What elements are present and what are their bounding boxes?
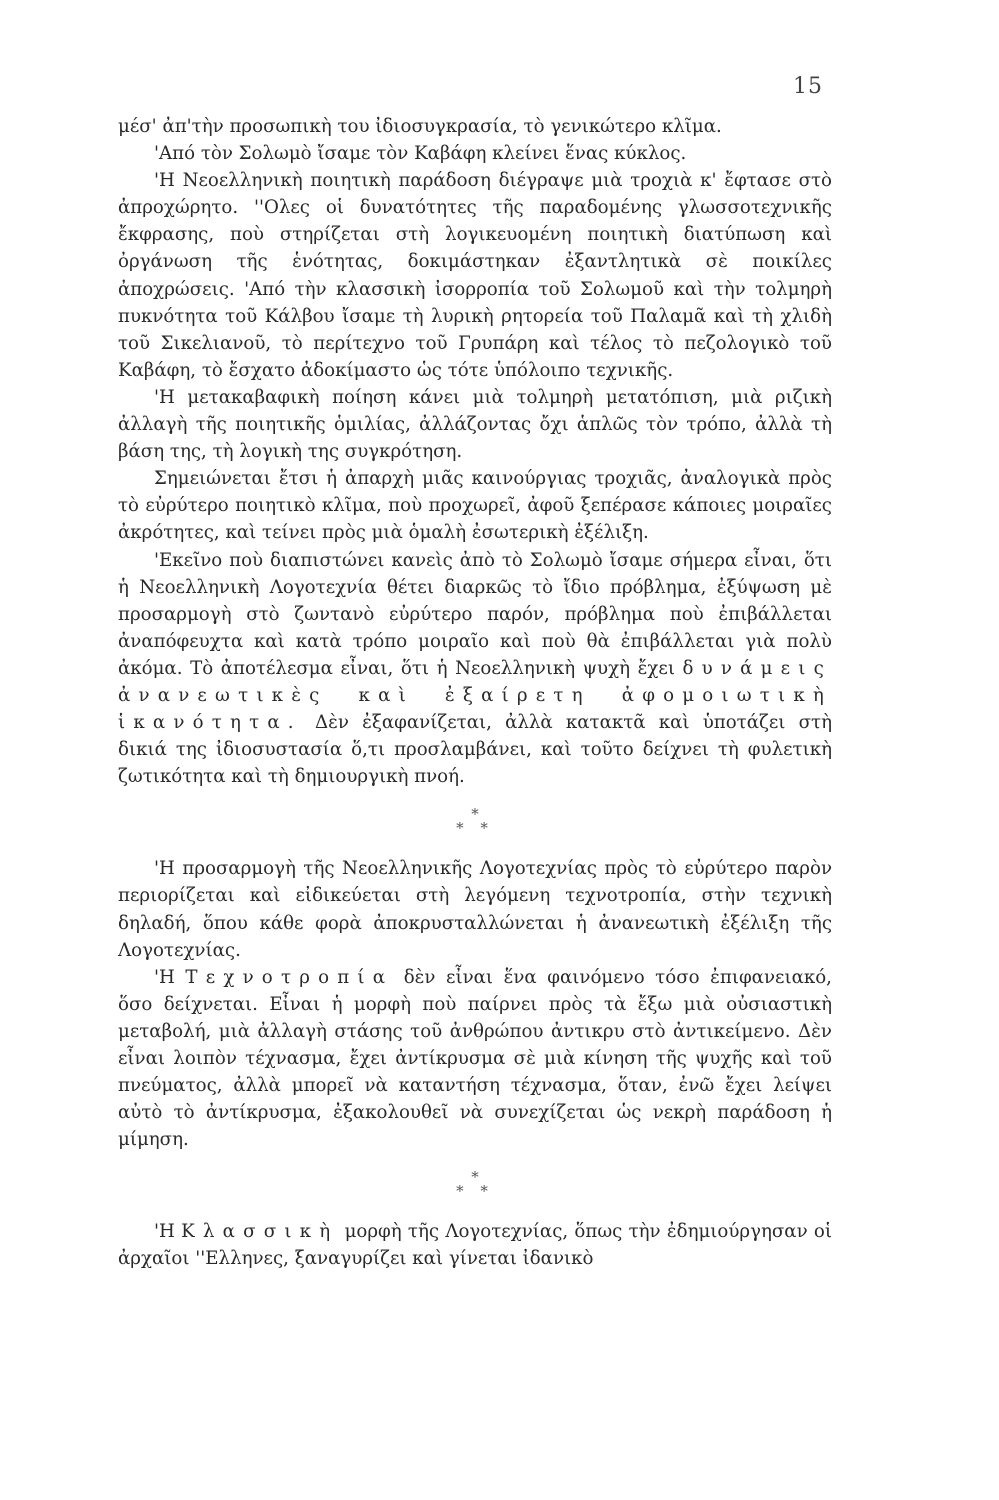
asterisks-bottom: * *	[456, 819, 494, 838]
paragraph-text: 'Η	[154, 1221, 175, 1243]
paragraph: Σημειώνεται ἔτσι ἡ ἀπαρχὴ μιᾶς καινούργιας τροχιᾶς, ἀναλογικὰ πρὸς τὸ εὐρύτερο ποιητικὸ κλῖμα, ποὺ προχωρεῖ, ἀφοῦ ξεπέρασε κάποιες μοιραῖες ἀκρότητες, καὶ τείνει πρὸς μιὰ ὁμαλὴ ἐσωτερικὴ ἐξέλιξη.	[118, 468, 832, 544]
emphasized-text: Τεχνοτροπία	[185, 966, 394, 988]
paragraph-text: Δὲν ἐξαφανίζεται, ἀλλὰ κατακτᾶ καὶ ὑποτάζει στὴ δικιά της ἰδιοσυστασία ὅ,τι προσλαμβάνει, καὶ τοῦτο δείχνει τὴ φυλετικὴ ζωτικότητα καὶ τὴ δημιουργικὴ πνοή.	[118, 712, 832, 788]
section-separator	[118, 805, 832, 838]
paragraph: 'Η προσαρμογὴ τῆς Νεοελληνικῆς Λογοτεχνίας πρὸς τὸ εὐρύτερο παρὸν περιορίζεται καὶ εἰδικεύεται στὴ λεγόμενη τεχνοτροπία, στὴν τεχνικὴ δηλαδή, ὅπου κάθε φορὰ ἀποκρυσταλλώνεται ἡ ἀνανεωτικὴ ἐξέλιξη τῆς Λογοτεχνίας.	[118, 858, 832, 961]
section-separator	[118, 1168, 832, 1201]
paragraph: 'Από τὸν Σολωμὸ ἴσαμε τὸν Καβάφη κλείνει ἕνας κύκλος.	[154, 143, 687, 165]
paragraph	[118, 964, 832, 1154]
paragraph-text: 'Η	[154, 966, 175, 988]
asterisk-top: *	[471, 805, 479, 824]
page-number: 15	[793, 74, 823, 99]
paragraph: 'Η Νεοελληνικὴ ποιητικὴ παράδοση διέγραψε μιὰ τροχιὰ κ' ἔφτασε στὸ ἀπροχώρητο. ''Ολες οἱ δυνατότητες τῆς παραδομένης γλωσσοτεχνικῆς ἔκφρασης, ποὺ στηρίζεται στὴ λογικευομένη ποιητικὴ διατύπωση καὶ ὀργάνωση τῆς ἑνότητας, δοκιμάστηκαν ἐξαντλητικὰ σὲ ποικίλες ἀποχρώσεις. 'Από τὴν κλασσικὴ ἰσορροπία τοῦ Σολωμοῦ καὶ τὴν τολμηρὴ πυκνότητα τοῦ Κάλβου ἴσαμε τὴ λυρικὴ ρητορεία τοῦ Παλαμᾶ καὶ τὴ χλιδὴ τοῦ Σικελιανοῦ, τὸ περίτεχνο τοῦ Γρυπάρη καὶ τέλος τὸ πεζολογικὸ τοῦ Καβάφη, τὸ ἔσχατο ἀδοκίμαστο ὡς τότε ὑπόλοιπο τεχνικῆς.	[118, 170, 832, 381]
body-text	[118, 113, 832, 1273]
paragraph-text: μορφὴ τῆς Λογοτεχνίας, ὅπως τὴν ἐδημιούργησαν οἱ ἀρχαῖοι ''Ελληνες, ξαναγυρίζει καὶ γίνεται ἰδανικὸ	[118, 1221, 832, 1270]
paragraph: 'Η μετακαβαφικὴ ποίηση κάνει μιὰ τολμηρὴ μετατόπιση, μιὰ ριζικὴ ἀλλαγὴ τῆς ποιητικῆς ὁμιλίας, ἀλλάζοντας ὄχι ἁπλῶς τὸν τρόπο, ἀλλὰ τὴ βάση της, τὴ λογικὴ της συγκρότηση.	[118, 386, 832, 463]
paragraph-continuation: μέσ' ἀπ'τὴν προσωπικὴ του ἰδιοσυγκρασία, τὸ γενικώτερο κλῖμα.	[118, 116, 722, 137]
paragraph	[118, 1218, 832, 1272]
emphasized-text: Κλασσικὴ	[181, 1221, 339, 1243]
asterisk-top: *	[471, 1168, 479, 1187]
paragraph-text: 'Εκεῖνο ποὺ διαπιστώνει κανεὶς ἀπὸ τὸ Σολωμὸ ἴσαμε σήμερα εἶναι, ὅτι ἡ Νεοελληνικὴ Λογοτεχνία θέτει διαρκῶς τὸ ἴδιο πρόβλημα, ἐξύψωση μὲ προσαρμογὴ στὸ ζωντανὸ εὐρύτερο παρόν, πρόβλημα ποὺ ἐπιβάλλεται ἀναπόφευχτα καὶ κατὰ τρόπο μοιραῖο καὶ ποὺ θὰ ἐπιβάλλεται γιὰ πολὺ ἀκόμα. Τὸ ἀποτέλεσμα εἶναι, ὅτι ἡ Νεοελληνικὴ ψυχὴ ἔχει	[118, 549, 832, 679]
paragraph	[118, 547, 832, 791]
paragraph-text: δὲν εἶναι ἕνα φαινόμενο τόσο ἐπιφανειακό, ὅσο δείχνεται. Εἶναι ἡ μορφὴ ποὺ παίρνει πρὸς τὰ ἔξω μιὰ οὐσιαστικὴ μεταβολή, μιὰ ἀλλαγὴ στάσης τοῦ ἀνθρώπου ἀντικρυ στὸ ἀντικείμενο. Δὲν εἶναι λοιπὸν τέχνασμα, ἔχει ἀντίκρυσμα σὲ μιὰ κίνηση τῆς ψυχῆς καὶ τοῦ πνεύματος, ἀλλὰ μπορεῖ νὰ καταντήση τέχνασμα, ὅταν, ἐνῶ ἔχει λείψει αὐτὸ τὸ ἀντίκρυσμα, ἐξακολουθεῖ νὰ συνεχίζεται ὡς νεκρὴ παράδοση ἡ μίμηση.	[118, 966, 832, 1151]
asterisks-bottom: * *	[456, 1182, 494, 1201]
emphasized-text: δυνάμεις ἀνανεωτικὲς καὶ ἐξαίρετη ἀφομοιωτικὴ ἱκανότητα.	[118, 657, 832, 734]
